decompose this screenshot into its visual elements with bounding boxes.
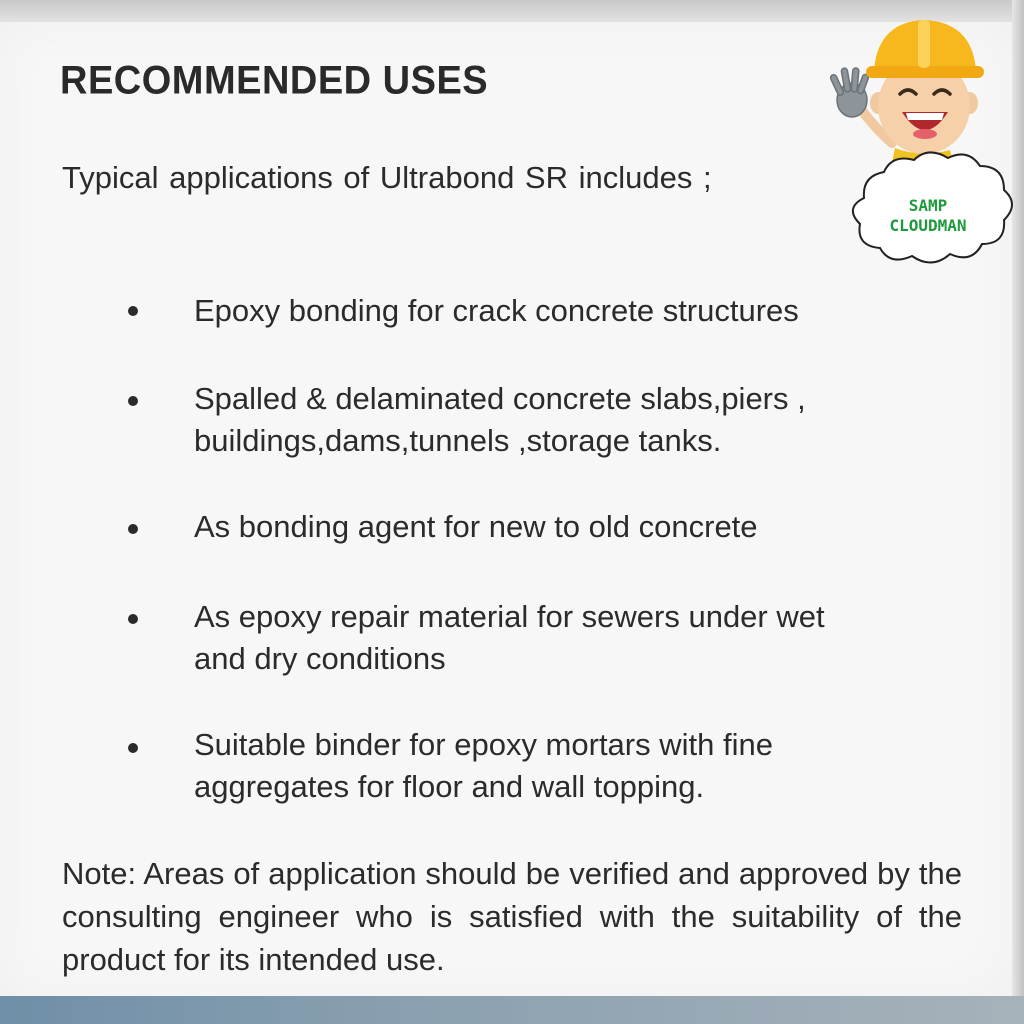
watermark-label [862, 196, 994, 236]
list-item-line: and dry conditions [194, 641, 446, 676]
list-item-line: buildings,dams,tunnels ,storage tanks. [194, 423, 722, 458]
bullet-icon [128, 524, 138, 534]
construction-worker-mascot-icon [800, 8, 1020, 288]
bullet-icon [128, 743, 138, 753]
watermark-line: CLOUDMAN [889, 216, 967, 235]
bottom-border [0, 996, 1024, 1024]
note-paragraph: Note: Areas of application should be verified and approved by the consulting engineer who is satisfied with the suitability of the product for its intended use. [62, 856, 962, 977]
bullet-icon [128, 396, 138, 406]
list-item-line: Epoxy bonding for crack concrete structures [194, 293, 799, 328]
list-item-line: As bonding agent for new to old concrete [194, 509, 758, 544]
bullet-icon [128, 306, 138, 316]
bullet-icon [128, 614, 138, 624]
list-item-line: Suitable binder for epoxy mortars with fine [194, 727, 773, 762]
watermark-line: SAMP [908, 196, 948, 215]
list-item-line: As epoxy repair material for sewers under wet [194, 599, 825, 634]
intro-text: Typical applications of Ultrabond SR includes ; [62, 160, 712, 195]
list-item-line: Spalled & delaminated concrete slabs,piers , [194, 381, 806, 416]
page-title: RECOMMENDED USES [60, 58, 489, 104]
list-item-line: aggregates for floor and wall topping. [194, 769, 705, 804]
